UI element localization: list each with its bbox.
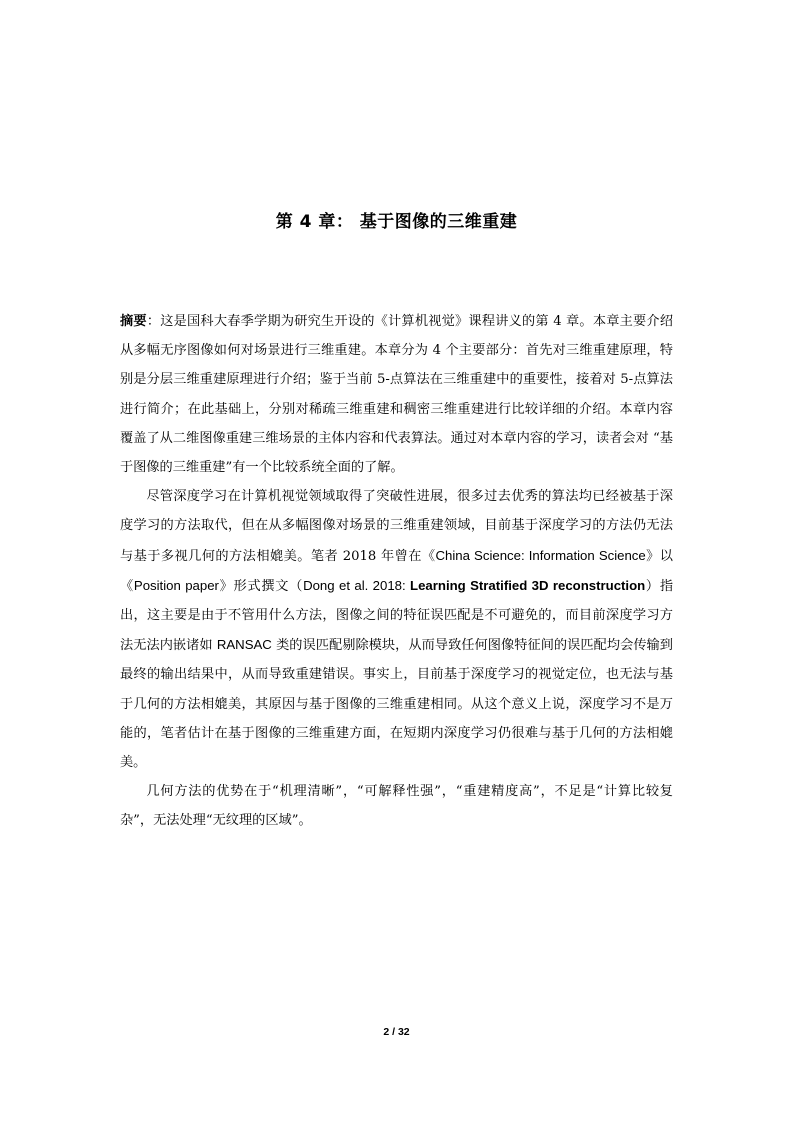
paragraph-text: 类的误匹配剔除模块，从而导致任何图像特征间的误匹配均会传输到最终的输出结果中，从而导致重建错误。事实上，目前基于深度学习的视觉定位，也无法与基于几何的方法相媲美，其原因与基于图像的三维重建相同。从这个意义上说，深度学习不是万能的，笔者估计在基于图像的三维重建方面，在短期内深度学习仍很难与基于几何的方法相媲美。 bbox=[120, 638, 673, 771]
abstract-text: ：这是国科大春季学期为研究生开设的《计算机视觉》课程讲义的第 4 章。本章主要介绍从多幅无序图像如何对场景进行三维重建。本章分为 4 个主要部分：首先对三维重建原理，特别是分层三维重建原理进行介绍；鉴于当前 5-点算法在三维重建中的重要性，接着对 5-点算法进行简介；在此基础上，分别对稀疏三维重建和稠密三维重建进行比较详细的介绍。本章内容覆盖了从二维图像重建三维场景的主体内容和代表算法。通过对本章内容的学习，读者会对 “基于图像的三维重建”有一个比较系统全面的了解。 bbox=[120, 314, 674, 476]
deep-learning-paragraph bbox=[120, 482, 673, 777]
position-paper-label: Position paper bbox=[133, 577, 219, 593]
ransac-term: RANSAC bbox=[216, 637, 272, 653]
abstract-label: 摘要 bbox=[120, 314, 147, 329]
chapter-title: 第 4 章： 基于图像的三维重建 bbox=[275, 212, 518, 232]
paragraph-text: 》形式撰文（ bbox=[218, 578, 304, 594]
paragraph-text: ）指出，这主要是由于不管用什么方法，图像之间的特征误匹配是不可避免的，而目前深度学习方法无法内嵌诸如 bbox=[120, 578, 674, 654]
paragraph-text: 尽管深度学习在计算机视觉领域取得了突破性进展，很多过去优秀的算法均已经被基于深度学习的方法取代，但在从多幅图像对场景的三维重建领域，目前基于深度学习的方法仍无法与基于多视几何的方法相媲美。笔者 2018 年曾在《 bbox=[120, 489, 673, 564]
page-number: 2 / 32 bbox=[383, 1026, 410, 1038]
journal-name: China Science: Information Science bbox=[435, 547, 646, 563]
citation-authors: Dong et al. 2018: bbox=[303, 577, 411, 593]
abstract-paragraph bbox=[120, 307, 673, 482]
citation-title: Learning Stratified 3D reconstruction bbox=[410, 577, 646, 593]
body-text bbox=[120, 307, 673, 836]
paragraph-text: 》以《 bbox=[120, 548, 673, 594]
geometry-paragraph: 几何方法的优势在于“机理清晰”，“可解释性强”，“重建精度高”，不足是“计算比较复杂”，无法处理“无纹理的区域”。 bbox=[120, 784, 673, 829]
